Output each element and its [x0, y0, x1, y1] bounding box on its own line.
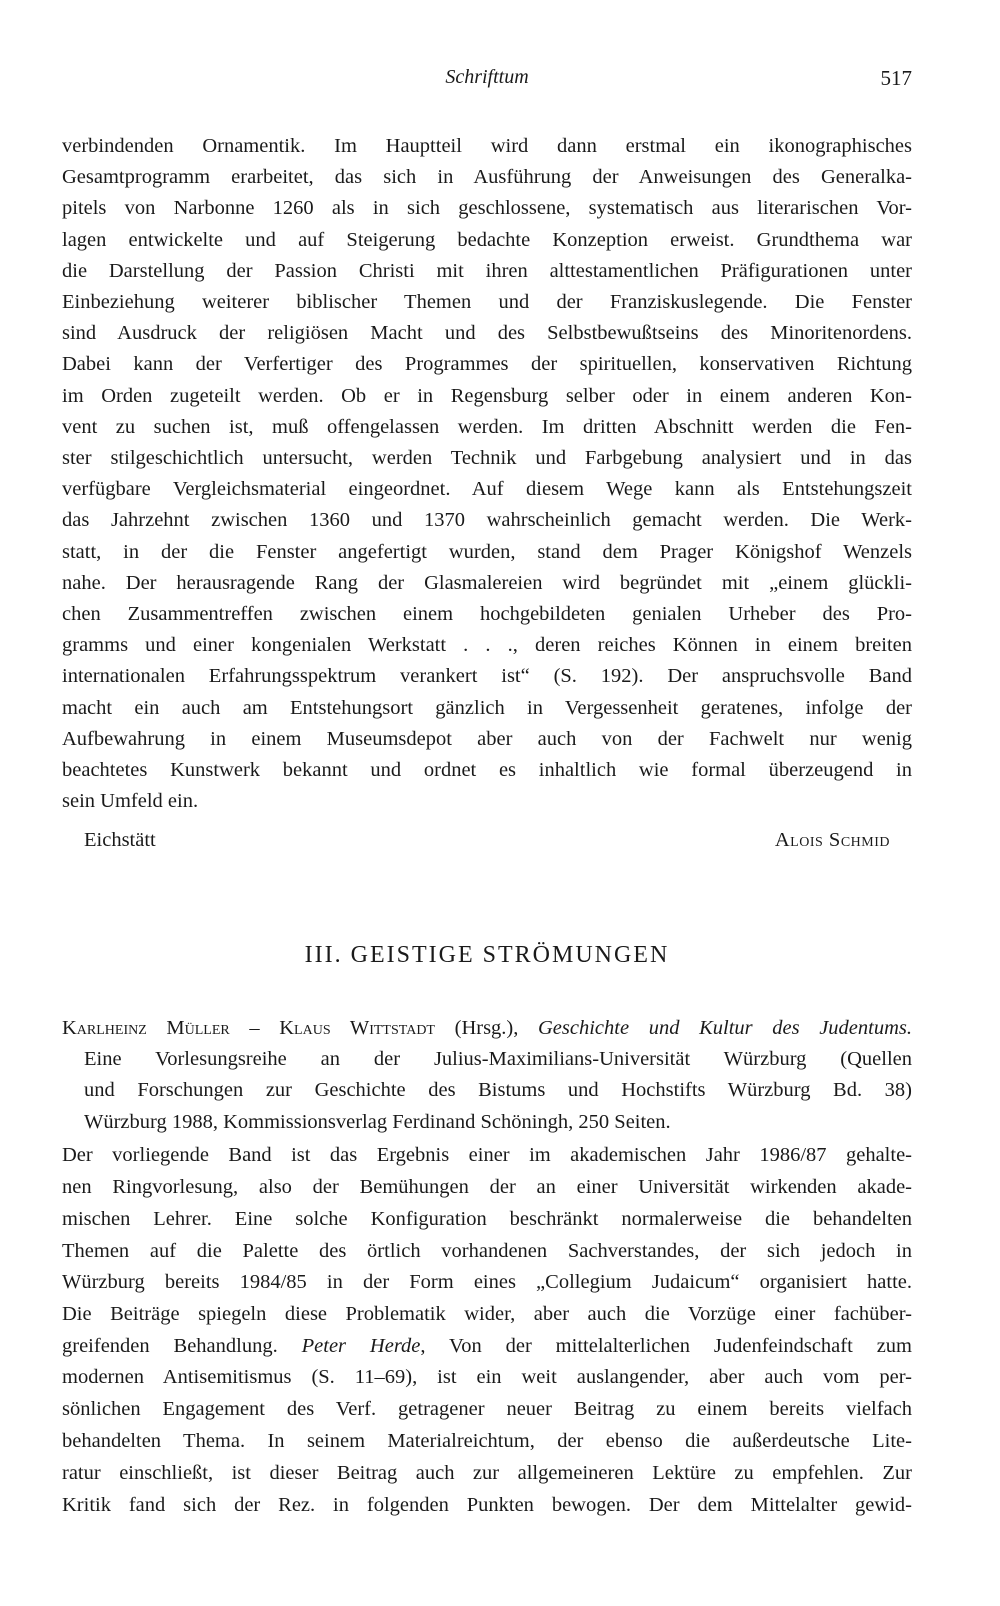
text-line: Aufbewahrung in einem Museumsdepot aber auch von der Fachwelt nur wenig: [62, 728, 912, 750]
entry-line: Würzburg 1988, Kommissionsverlag Ferdinand Schöningh, 250 Seiten.: [84, 1111, 671, 1133]
text-line: behandelten Thema. In seinem Materialreichtum, der ebenso die außerdeutsche Lite-: [62, 1430, 912, 1452]
section-heading: III. GEISTIGE STRÖMUNGEN: [304, 942, 670, 968]
text-line: macht ein auch am Entstehungsort gänzlich in Vergessenheit geratenes, infolge der: [62, 697, 912, 719]
text-line: chen Zusammentreffen zwischen einem hochgebildeten genialen Urheber des Pro-: [62, 603, 912, 625]
text-line: ster stilgeschichtlich untersucht, werden Technik und Farbgebung analysiert und in das: [62, 447, 912, 469]
text-line: Dabei kann der Verfertiger des Programmes der spirituellen, konservativen Richtung: [62, 353, 912, 375]
text-line: vent zu suchen ist, muß offengelassen werden. Im dritten Abschnitt werden die Fen-: [62, 416, 912, 438]
text-segment: , Von der mittelalterlichen Judenfeindschaft zum: [420, 1335, 912, 1357]
review-signature: [84, 825, 890, 855]
signature-author: Alois Schmid: [774, 829, 890, 851]
text-line: ratur einschließt, ist dieser Beitrag auch zur allgemeineren Lektüre zu empfehlen. Zur: [62, 1462, 912, 1484]
cited-author: Peter Herde: [301, 1335, 421, 1357]
text-line: statt, in der die Fenster angefertigt wurden, stand dem Prager Königshof Wenzels: [62, 541, 912, 563]
entry-title: Geschichte und Kultur des Judentums.: [538, 1017, 912, 1039]
text-line: Die Beiträge spiegeln diese Problematik wider, aber auch die Vorzüge einer fachüber-: [62, 1303, 912, 1325]
text-line: nen Ringvorlesung, also der Bemühungen der an einer Universität wirkenden akade-: [62, 1176, 912, 1198]
entry-line: und Forschungen zur Geschichte des Bistums und Hochstifts Würzburg Bd. 38): [84, 1079, 912, 1101]
document-page: [62, 0, 912, 1606]
text-line: Kritik fand sich der Rez. in folgenden Punkten bewogen. Der dem Mittelalter gewid-: [62, 1494, 912, 1516]
text-line: Themen auf die Palette des örtlich vorhandenen Sachverstandes, der sich jedoch in: [62, 1240, 912, 1262]
text-line: pitels von Narbonne 1260 als in sich geschlossene, systematisch aus literarischen Vor-: [62, 197, 912, 219]
running-title: Schrifttum: [445, 66, 529, 88]
text-line: modernen Antisemitismus (S. 11–69), ist ein weit auslangender, aber auch vom per-: [62, 1366, 912, 1388]
entry-editor-note: (Hrsg.),: [434, 1017, 538, 1039]
text-line: verbindenden Ornamentik. Im Hauptteil wird dann erstmal ein ikonographisches: [62, 135, 912, 157]
text-line: verfügbare Vergleichsmaterial eingeordnet. Auf diesem Wege kann als Entstehungszeit: [62, 478, 912, 500]
entry-authors: Karlheinz Müller – Klaus Wittstadt: [62, 1017, 435, 1039]
text-line: Gesamtprogramm erarbeitet, das sich in Ausführung der Anweisungen des Generalka-: [62, 166, 912, 188]
text-line: lagen entwickelte und auf Steigerung bedachte Konzeption erweist. Grundthema war: [62, 229, 912, 251]
text-segment: greifenden Behandlung.: [62, 1335, 302, 1357]
text-line: Der vorliegende Band ist das Ergebnis einer im akademischen Jahr 1986/87 gehalte-: [62, 1144, 912, 1166]
signature-place: Eichstätt: [84, 829, 156, 851]
text-line: mischen Lehrer. Eine solche Konfiguration beschränkt normalerweise die behandelten: [62, 1208, 912, 1230]
text-line: gramms und einer kongenialen Werkstatt . . ., deren reiches Können in einem breiten: [62, 634, 912, 656]
text-line: im Orden zugeteilt werden. Ob er in Regensburg selber oder in einem anderen Kon-: [62, 385, 912, 407]
text-line: sein Umfeld ein.: [62, 790, 199, 812]
text-line: das Jahrzehnt zwischen 1360 und 1370 wahrscheinlich gemacht werden. Die Werk-: [62, 509, 912, 531]
page-number: 517: [880, 66, 912, 90]
text-line: sönlichen Engagement des Verf. getragener neuer Beitrag zu einem bereits vielfach: [62, 1398, 912, 1420]
page-header: [62, 66, 912, 96]
text-line: die Darstellung der Passion Christi mit ihren alttestamentlichen Präfigurationen unter: [62, 260, 912, 282]
text-line: [62, 1331, 912, 1361]
text-line: internationalen Erfahrungsspektrum verankert ist“ (S. 192). Der anspruchsvolle Band: [62, 665, 912, 687]
entry-first-line: [62, 1013, 912, 1043]
text-line: Würzburg bereits 1984/85 in der Form eines „Collegium Judaicum“ organisiert hatte.: [62, 1271, 912, 1293]
text-line: sind Ausdruck der religiösen Macht und des Selbstbewußtseins des Minoritenordens.: [62, 322, 912, 344]
text-line: nahe. Der herausragende Rang der Glasmalereien wird begründet mit „einem glückli-: [62, 572, 912, 594]
entry-line: Eine Vorlesungsreihe an der Julius-Maximilians-Universität Würzburg (Quellen: [84, 1048, 912, 1070]
text-line: Einbeziehung weiterer biblischer Themen und der Franziskuslegende. Die Fenster: [62, 291, 912, 313]
text-line: beachtetes Kunstwerk bekannt und ordnet es inhaltlich wie formal überzeugend in: [62, 759, 912, 781]
